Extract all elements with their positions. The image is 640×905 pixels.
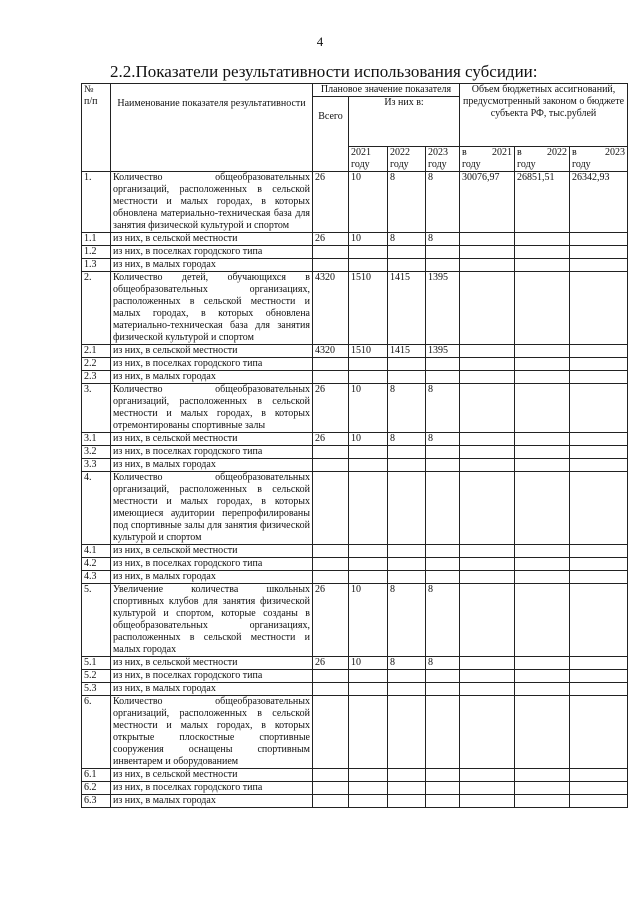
cell-y2023 <box>426 795 460 808</box>
cell-y2021 <box>349 446 388 459</box>
cell-y2021 <box>349 358 388 371</box>
cell-num: 3. <box>82 384 111 433</box>
table-body <box>82 172 628 808</box>
cell-b2021 <box>460 696 515 769</box>
cell-total <box>313 769 349 782</box>
budget-year-suffix: году <box>462 159 481 170</box>
cell-total <box>313 472 349 545</box>
cell-name: из них, в поселках городского типа <box>111 446 313 459</box>
table-row <box>82 246 628 259</box>
table-row <box>82 657 628 670</box>
cell-y2021 <box>349 259 388 272</box>
cell-y2021 <box>349 683 388 696</box>
cell-y2023 <box>426 545 460 558</box>
budget-year-prefix: в <box>462 147 467 158</box>
cell-y2023: 8 <box>426 433 460 446</box>
cell-total: 26 <box>313 584 349 657</box>
cell-y2023 <box>426 358 460 371</box>
cell-b2023 <box>570 472 628 545</box>
cell-total: 26 <box>313 233 349 246</box>
cell-b2021 <box>460 657 515 670</box>
cell-total <box>313 782 349 795</box>
cell-y2023: 8 <box>426 384 460 433</box>
plan-year: 2021 <box>351 147 371 158</box>
budget-year: 2022 <box>547 147 568 158</box>
cell-y2023 <box>426 459 460 472</box>
cell-total <box>313 795 349 808</box>
cell-total <box>313 246 349 259</box>
cell-name: из них, в малых городах <box>111 459 313 472</box>
cell-num: 2.3 <box>82 371 111 384</box>
header-num: № п/п <box>82 84 111 172</box>
cell-name: Количество общеобразовательных организаций, расположенных в сельской местности и малых городах, в которых обновлена материально-техническая база для занятия физической культурой и спортом <box>111 172 313 233</box>
cell-y2022: 8 <box>388 384 426 433</box>
cell-num: 1.2 <box>82 246 111 259</box>
cell-total: 26 <box>313 433 349 446</box>
cell-y2021: 10 <box>349 384 388 433</box>
plan-year: 2023 <box>428 147 448 158</box>
table-row <box>82 358 628 371</box>
cell-b2021 <box>460 345 515 358</box>
cell-b2021 <box>460 459 515 472</box>
table-row <box>82 670 628 683</box>
plan-year-suffix: году <box>428 159 447 170</box>
section-title: 2.2.Показатели результативности использования субсидии: <box>110 62 538 81</box>
page-number: 4 <box>316 34 324 49</box>
cell-b2021 <box>460 795 515 808</box>
cell-y2021 <box>349 371 388 384</box>
cell-y2022 <box>388 769 426 782</box>
table-row <box>82 696 628 769</box>
cell-y2021 <box>349 795 388 808</box>
indicators-table <box>81 83 628 808</box>
cell-b2023 <box>570 584 628 657</box>
cell-y2022 <box>388 782 426 795</box>
table-row <box>82 571 628 584</box>
cell-b2022 <box>515 358 570 371</box>
cell-num: 6.2 <box>82 782 111 795</box>
cell-y2022 <box>388 696 426 769</box>
cell-b2023 <box>570 545 628 558</box>
table-row <box>82 558 628 571</box>
cell-name: из них, в сельской местности <box>111 433 313 446</box>
cell-y2022 <box>388 795 426 808</box>
header-plan: Плановое значение показателя <box>313 84 460 97</box>
cell-b2023 <box>570 459 628 472</box>
cell-b2022 <box>515 584 570 657</box>
cell-name: из них, в сельской местности <box>111 657 313 670</box>
budget-year-suffix: году <box>517 159 536 170</box>
cell-b2022 <box>515 795 570 808</box>
cell-num: 4. <box>82 472 111 545</box>
cell-y2021: 10 <box>349 584 388 657</box>
cell-y2022 <box>388 446 426 459</box>
table-row <box>82 683 628 696</box>
cell-b2023 <box>570 670 628 683</box>
cell-y2021 <box>349 782 388 795</box>
cell-y2021: 10 <box>349 657 388 670</box>
cell-b2022 <box>515 446 570 459</box>
cell-num: 6. <box>82 696 111 769</box>
cell-name: из них, в поселках городского типа <box>111 670 313 683</box>
cell-b2022 <box>515 782 570 795</box>
cell-total <box>313 571 349 584</box>
table-row <box>82 545 628 558</box>
cell-y2023 <box>426 558 460 571</box>
budget-year-suffix: году <box>572 159 591 170</box>
cell-b2023 <box>570 371 628 384</box>
plan-year: 2022 <box>390 147 410 158</box>
cell-b2023 <box>570 446 628 459</box>
cell-b2023 <box>570 345 628 358</box>
cell-b2021 <box>460 233 515 246</box>
table-row <box>82 172 628 233</box>
cell-y2022: 8 <box>388 233 426 246</box>
cell-y2021 <box>349 696 388 769</box>
cell-b2021 <box>460 545 515 558</box>
cell-y2022 <box>388 683 426 696</box>
cell-b2022 <box>515 233 570 246</box>
cell-y2023 <box>426 246 460 259</box>
cell-b2022 <box>515 459 570 472</box>
table-row <box>82 769 628 782</box>
cell-y2023 <box>426 259 460 272</box>
cell-y2022: 8 <box>388 584 426 657</box>
cell-b2022 <box>515 558 570 571</box>
cell-y2023 <box>426 371 460 384</box>
cell-b2021 <box>460 584 515 657</box>
cell-name: из них, в поселках городского типа <box>111 558 313 571</box>
cell-total <box>313 696 349 769</box>
table-row <box>82 272 628 345</box>
cell-y2021 <box>349 670 388 683</box>
cell-y2023: 8 <box>426 233 460 246</box>
cell-y2022: 1415 <box>388 272 426 345</box>
cell-y2023: 8 <box>426 172 460 233</box>
cell-b2022 <box>515 769 570 782</box>
cell-num: 4.2 <box>82 558 111 571</box>
cell-name: Увеличение количества школьных спортивных клубов для занятия физической культурой и спортом, которые созданы в общеобразовательных организациях, расположенных в сельской местности и малых городах <box>111 584 313 657</box>
table-row <box>82 371 628 384</box>
cell-b2021 <box>460 670 515 683</box>
cell-b2023 <box>570 657 628 670</box>
budget-year: 2021 <box>492 147 513 158</box>
cell-num: 3.1 <box>82 433 111 446</box>
cell-y2021: 10 <box>349 433 388 446</box>
table-row <box>82 233 628 246</box>
cell-y2021 <box>349 571 388 584</box>
cell-b2022 <box>515 472 570 545</box>
cell-num: 2. <box>82 272 111 345</box>
budget-year: 2023 <box>605 147 626 158</box>
cell-name: из них, в малых городах <box>111 795 313 808</box>
cell-b2021 <box>460 371 515 384</box>
cell-y2022 <box>388 670 426 683</box>
cell-name: из них, в поселках городского типа <box>111 358 313 371</box>
header-budget-year-2023 <box>570 147 628 172</box>
cell-b2021 <box>460 384 515 433</box>
table-row <box>82 384 628 433</box>
cell-num: 1. <box>82 172 111 233</box>
cell-b2022 <box>515 696 570 769</box>
cell-total <box>313 446 349 459</box>
cell-y2022: 8 <box>388 172 426 233</box>
table-row <box>82 782 628 795</box>
cell-y2023 <box>426 446 460 459</box>
header-of-which: Из них в: <box>349 97 460 147</box>
header-budget: Объем бюджетных ассигнований, предусмотренный законом о бюджете субъекта РФ, тыс.рублей <box>460 84 628 147</box>
cell-b2023 <box>570 433 628 446</box>
cell-b2021 <box>460 433 515 446</box>
plan-year-suffix: году <box>351 159 370 170</box>
cell-b2023 <box>570 683 628 696</box>
cell-b2021 <box>460 246 515 259</box>
cell-y2023 <box>426 670 460 683</box>
cell-name: из них, в малых городах <box>111 571 313 584</box>
cell-b2021 <box>460 259 515 272</box>
cell-name: из них, в малых городах <box>111 683 313 696</box>
cell-num: 4.3 <box>82 571 111 584</box>
cell-total: 26 <box>313 384 349 433</box>
cell-b2023 <box>570 696 628 769</box>
cell-name: Количество общеобразовательных организаций, расположенных в сельской местности и малых городах, в которых открытые плоскостные спортивные сооружения оснащены спортивным инвентарем и оборудованием <box>111 696 313 769</box>
cell-b2023: 26342,93 <box>570 172 628 233</box>
header-plan-year-2023 <box>426 147 460 172</box>
cell-b2021 <box>460 683 515 696</box>
cell-b2023 <box>570 558 628 571</box>
cell-y2022 <box>388 358 426 371</box>
cell-y2021 <box>349 769 388 782</box>
cell-y2022 <box>388 246 426 259</box>
header-row-1 <box>82 84 628 97</box>
cell-name: из них, в сельской местности <box>111 769 313 782</box>
cell-b2023 <box>570 246 628 259</box>
cell-b2023 <box>570 233 628 246</box>
cell-b2023 <box>570 795 628 808</box>
cell-name: Количество общеобразовательных организаций, расположенных в сельской местности и малых городах, в которых отремонтированы спортивные залы <box>111 384 313 433</box>
cell-y2023 <box>426 571 460 584</box>
cell-y2023: 1395 <box>426 345 460 358</box>
cell-y2022 <box>388 472 426 545</box>
cell-name: из них, в поселках городского типа <box>111 782 313 795</box>
cell-y2022 <box>388 545 426 558</box>
cell-total <box>313 459 349 472</box>
cell-b2022 <box>515 384 570 433</box>
cell-y2021: 10 <box>349 172 388 233</box>
cell-y2023 <box>426 696 460 769</box>
cell-name: Количество детей, обучающихся в общеобразовательных организациях, расположенных в сельской местности и малых городах, в которых обновлена материально-техническая база для занятия физической культурой и спортом <box>111 272 313 345</box>
budget-year-prefix: в <box>572 147 577 158</box>
cell-total <box>313 371 349 384</box>
table-row <box>82 795 628 808</box>
cell-total: 4320 <box>313 272 349 345</box>
header-plan-year-2022 <box>388 147 426 172</box>
cell-y2021 <box>349 246 388 259</box>
cell-total <box>313 558 349 571</box>
cell-y2023: 1395 <box>426 272 460 345</box>
cell-y2023: 8 <box>426 584 460 657</box>
cell-total <box>313 545 349 558</box>
cell-num: 5.2 <box>82 670 111 683</box>
cell-y2022 <box>388 371 426 384</box>
cell-y2023 <box>426 782 460 795</box>
header-total: Всего <box>313 97 349 172</box>
plan-year-suffix: году <box>390 159 409 170</box>
cell-b2021 <box>460 571 515 584</box>
cell-total <box>313 670 349 683</box>
cell-name: из них, в сельской местности <box>111 545 313 558</box>
cell-b2023 <box>570 259 628 272</box>
table-row <box>82 433 628 446</box>
cell-b2022 <box>515 272 570 345</box>
cell-b2021 <box>460 358 515 371</box>
cell-y2022 <box>388 558 426 571</box>
cell-b2023 <box>570 571 628 584</box>
header-budget-year-2021 <box>460 147 515 172</box>
budget-year-prefix: в <box>517 147 522 158</box>
cell-num: 1.1 <box>82 233 111 246</box>
cell-b2022 <box>515 433 570 446</box>
cell-y2021 <box>349 459 388 472</box>
cell-name: из них, в сельской местности <box>111 345 313 358</box>
cell-total <box>313 683 349 696</box>
cell-y2023 <box>426 472 460 545</box>
cell-num: 3.2 <box>82 446 111 459</box>
cell-num: 2.1 <box>82 345 111 358</box>
table-row <box>82 459 628 472</box>
header-budget-year-2022 <box>515 147 570 172</box>
cell-total: 4320 <box>313 345 349 358</box>
cell-b2021 <box>460 558 515 571</box>
cell-y2023 <box>426 769 460 782</box>
cell-y2023 <box>426 683 460 696</box>
cell-num: 6.3 <box>82 795 111 808</box>
cell-b2023 <box>570 384 628 433</box>
cell-num: 6.1 <box>82 769 111 782</box>
cell-y2022 <box>388 259 426 272</box>
cell-y2022: 8 <box>388 433 426 446</box>
cell-b2023 <box>570 769 628 782</box>
cell-y2021: 1510 <box>349 345 388 358</box>
cell-b2022: 26851,51 <box>515 172 570 233</box>
cell-b2021 <box>460 782 515 795</box>
cell-b2021: 30076,97 <box>460 172 515 233</box>
cell-b2022 <box>515 545 570 558</box>
cell-y2021: 1510 <box>349 272 388 345</box>
table-row <box>82 472 628 545</box>
cell-b2023 <box>570 358 628 371</box>
cell-b2022 <box>515 683 570 696</box>
cell-y2022 <box>388 571 426 584</box>
cell-b2022 <box>515 246 570 259</box>
cell-b2023 <box>570 272 628 345</box>
cell-total: 26 <box>313 657 349 670</box>
cell-b2021 <box>460 769 515 782</box>
table-row <box>82 259 628 272</box>
cell-num: 4.1 <box>82 545 111 558</box>
cell-num: 5.1 <box>82 657 111 670</box>
table-row <box>82 446 628 459</box>
table-row <box>82 584 628 657</box>
cell-b2022 <box>515 670 570 683</box>
header-name: Наименование показателя результативности <box>111 84 313 172</box>
cell-b2021 <box>460 446 515 459</box>
cell-name: из них, в малых городах <box>111 259 313 272</box>
cell-y2022 <box>388 459 426 472</box>
cell-b2022 <box>515 259 570 272</box>
cell-num: 5.3 <box>82 683 111 696</box>
cell-y2022: 1415 <box>388 345 426 358</box>
cell-y2021: 10 <box>349 233 388 246</box>
cell-b2021 <box>460 272 515 345</box>
cell-num: 3.3 <box>82 459 111 472</box>
header-plan-year-2021 <box>349 147 388 172</box>
cell-b2022 <box>515 345 570 358</box>
cell-total: 26 <box>313 172 349 233</box>
cell-b2022 <box>515 371 570 384</box>
cell-total <box>313 358 349 371</box>
cell-num: 5. <box>82 584 111 657</box>
cell-b2022 <box>515 657 570 670</box>
cell-name: из них, в малых городах <box>111 371 313 384</box>
cell-b2022 <box>515 571 570 584</box>
cell-name: Количество общеобразовательных организаций, расположенных в сельской местности и малых городах, в которых имеющиеся аудитории перепрофилированы под спортивные залы для занятия физической культурой и спортом <box>111 472 313 545</box>
cell-y2021 <box>349 558 388 571</box>
cell-name: из них, в поселках городского типа <box>111 246 313 259</box>
cell-b2023 <box>570 782 628 795</box>
cell-name: из них, в сельской местности <box>111 233 313 246</box>
table-row <box>82 345 628 358</box>
cell-num: 2.2 <box>82 358 111 371</box>
cell-y2022: 8 <box>388 657 426 670</box>
cell-y2021 <box>349 472 388 545</box>
cell-total <box>313 259 349 272</box>
cell-b2021 <box>460 472 515 545</box>
cell-num: 1.3 <box>82 259 111 272</box>
cell-y2023: 8 <box>426 657 460 670</box>
cell-y2021 <box>349 545 388 558</box>
